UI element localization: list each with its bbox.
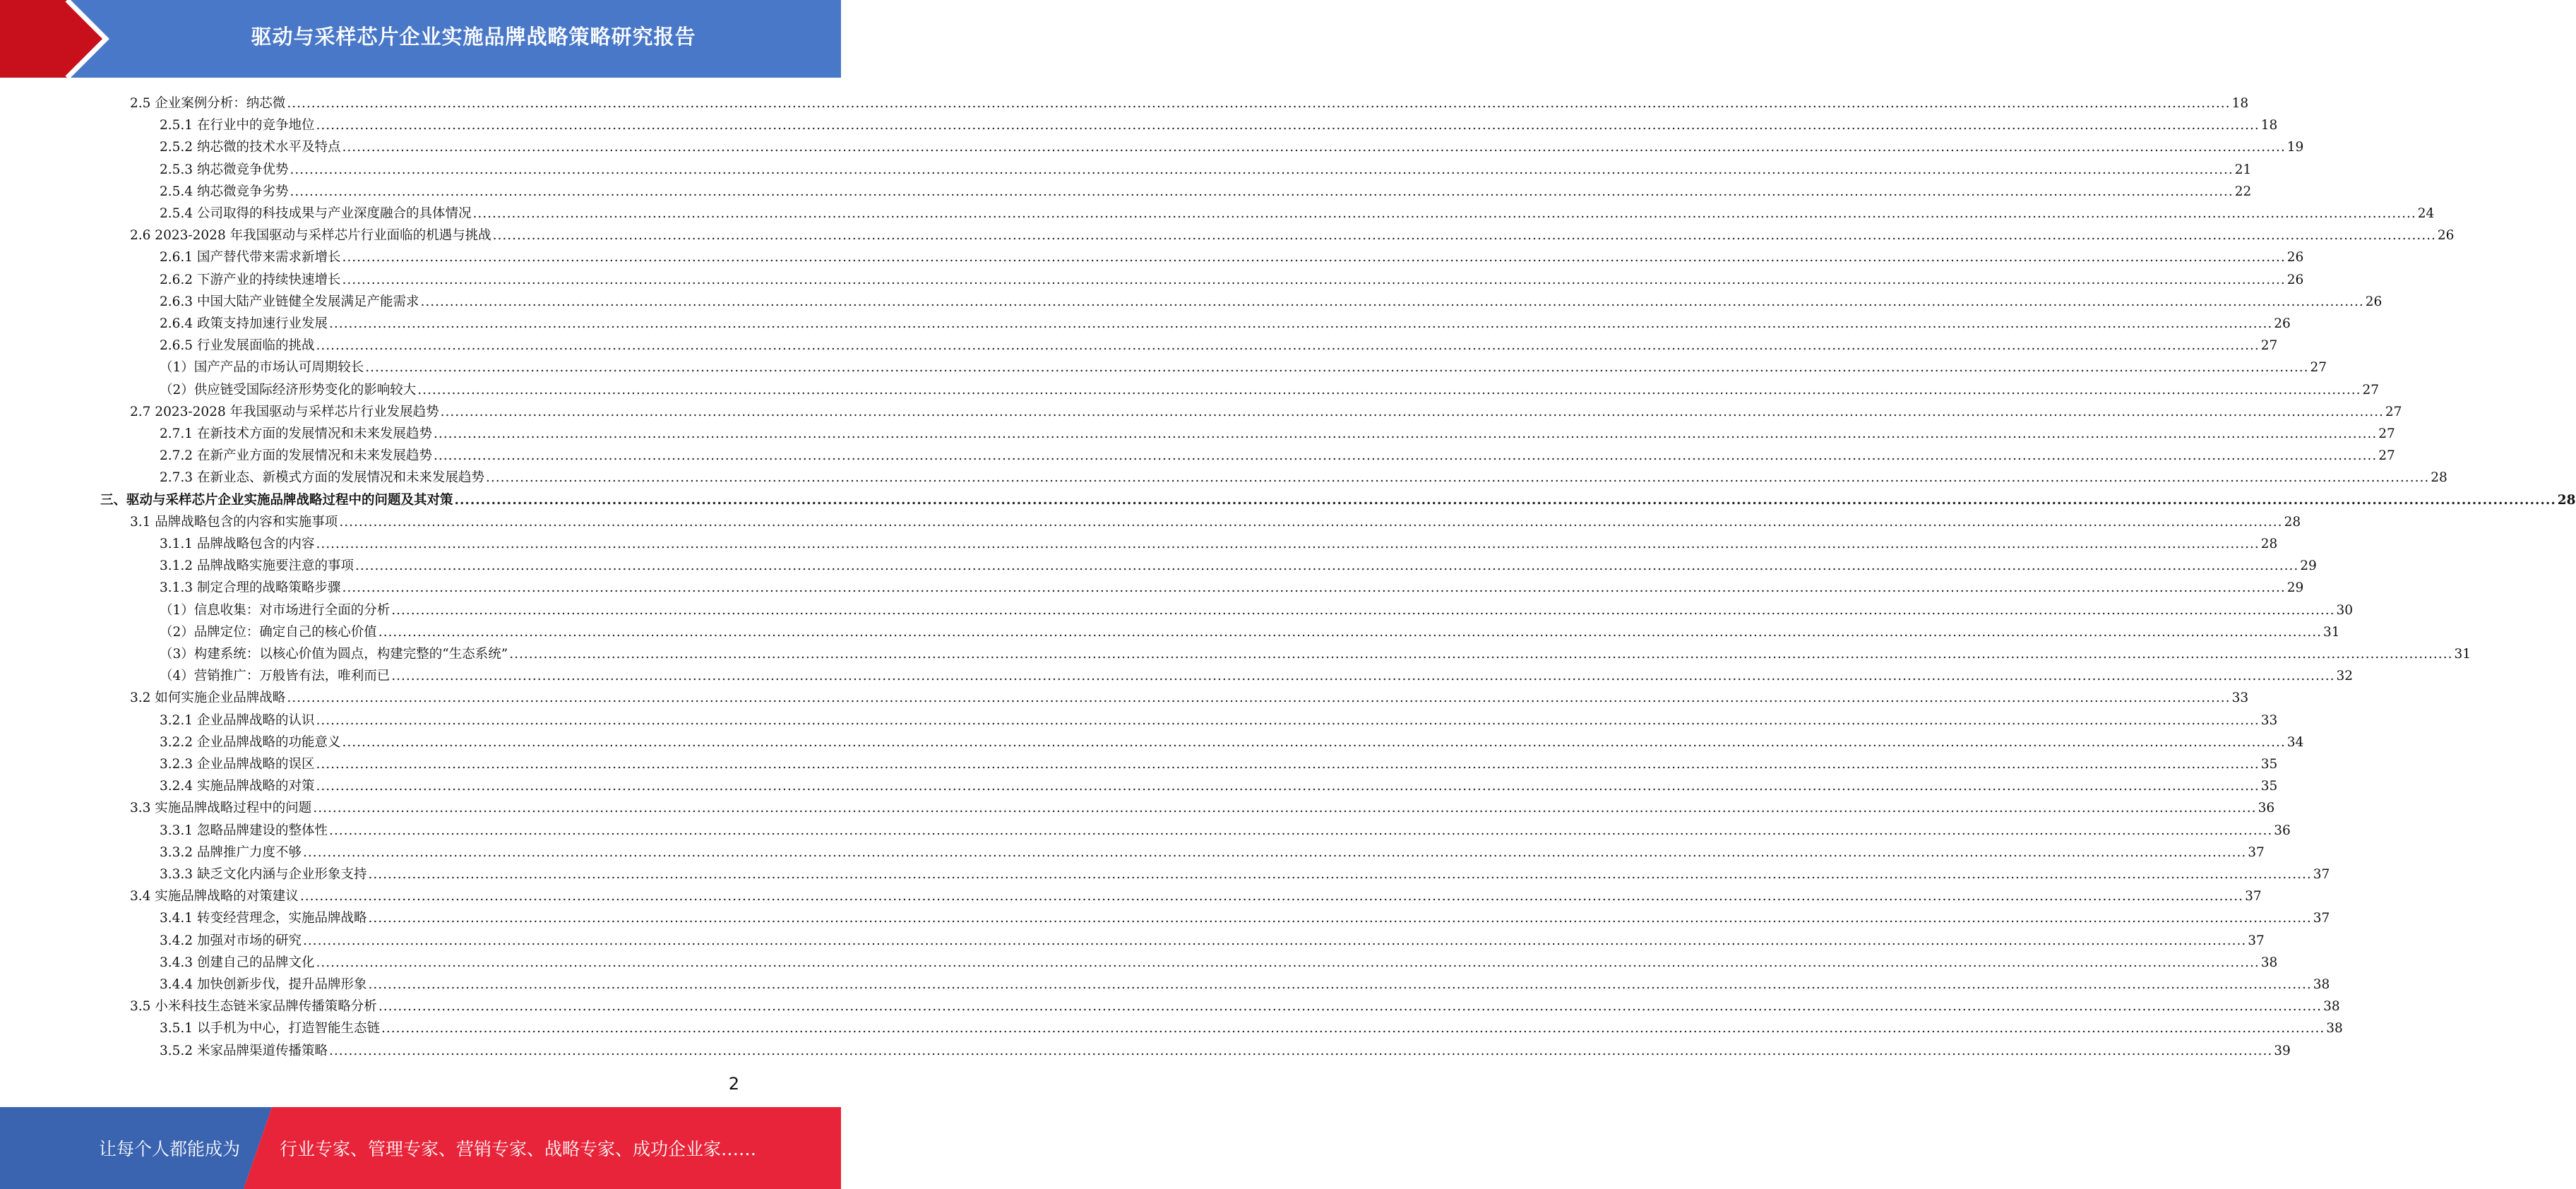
toc-entry-page: 19 — [2286, 140, 2304, 155]
toc-entry-label: 3.1 品牌战略包含的内容和实施事项 — [130, 514, 338, 530]
toc-entry[interactable] — [160, 927, 2265, 949]
toc-dot-leader: ................................................................................................................................................................................................................................................................................................................................................................................................................ — [391, 669, 2335, 684]
toc-entry-page: 38 — [2323, 999, 2340, 1015]
toc-entry-page: 31 — [2323, 624, 2340, 640]
toc-entry-label: 2.5.4 公司取得的科技成果与产业深度融合的具体情况 — [160, 206, 472, 221]
toc-dot-leader: ................................................................................................................................................................................................................................................................................................................................................................................................................ — [342, 250, 2286, 265]
toc-dot-leader: ................................................................................................................................................................................................................................................................................................................................................................................................................ — [302, 933, 2247, 948]
toc-entry[interactable] — [160, 376, 2380, 398]
toc-dot-leader: ................................................................................................................................................................................................................................................................................................................................................................................................................ — [316, 537, 2260, 551]
toc-entry-label: 2.5.1 在行业中的竞争地位 — [160, 118, 315, 133]
toc-entry-page: 21 — [2234, 162, 2252, 177]
toc-dot-leader: ................................................................................................................................................................................................................................................................................................................................................................................................................ — [316, 757, 2260, 772]
toc-entry-label: 3.4.2 加强对市场的研究 — [160, 933, 302, 948]
toc-entry-page: 34 — [2286, 734, 2304, 750]
toc-dot-leader: ................................................................................................................................................................................................................................................................................................................................................................................................................ — [342, 272, 2286, 287]
toc-entry[interactable] — [130, 222, 2455, 244]
toc-entry-page: 27 — [2378, 426, 2395, 441]
toc-entry-page: 26 — [2286, 272, 2304, 287]
toc-entry[interactable] — [160, 574, 2304, 596]
toc-entry-page: 38 — [2313, 977, 2330, 992]
toc-entry-page: 22 — [2234, 184, 2252, 199]
toc-entry[interactable] — [130, 684, 2249, 706]
toc-entry-page: 28 — [2260, 537, 2278, 551]
header-band — [0, 0, 841, 78]
toc-entry-label: 3.1.1 品牌战略包含的内容 — [160, 537, 315, 551]
toc-entry-page: 26 — [2365, 294, 2383, 309]
toc-entry-label: 2.6.1 国产替代带来需求新增长 — [160, 250, 341, 265]
toc-entry[interactable] — [160, 310, 2291, 332]
toc-dot-leader: ................................................................................................................................................................................................................................................................................................................................................................................................................ — [316, 955, 2260, 970]
toc-entry-label: 2.6.4 政策支持加速行业发展 — [160, 316, 328, 331]
toc-entry[interactable] — [160, 861, 2330, 883]
toc-entry[interactable] — [160, 597, 2354, 619]
toc-entry[interactable] — [160, 1015, 2343, 1036]
toc-dot-leader: ................................................................................................................................................................................................................................................................................................................................................................................................................ — [368, 977, 2312, 992]
toc-entry-label: 2.6.3 中国大陆产业链健全发展满足产能需求 — [160, 294, 419, 309]
footer-slogan-right: 行业专家、管理专家、营销专家、战略专家、成功企业家…… — [280, 1139, 757, 1159]
toc-dot-leader: ................................................................................................................................................................................................................................................................................................................................................................................................................ — [433, 426, 2378, 441]
toc-entry[interactable] — [160, 178, 2252, 200]
toc-entry-page: 36 — [2274, 823, 2291, 838]
toc-entry-label: 3.2.1 企业品牌战略的认识 — [160, 712, 315, 728]
toc-dot-leader: ................................................................................................................................................................................................................................................................................................................................................................................................................ — [316, 338, 2260, 354]
toc-entry-page: 37 — [2245, 889, 2262, 904]
toc-entry-label: 3.5 小米科技生态链米家品牌传播策略分析 — [130, 999, 377, 1015]
toc-entry-page: 39 — [2274, 1043, 2291, 1058]
toc-dot-leader: ................................................................................................................................................................................................................................................................................................................................................................................................................ — [342, 580, 2286, 596]
toc-entry-page: 27 — [2385, 404, 2402, 419]
toc-entry[interactable] — [160, 354, 2327, 376]
toc-dot-leader: ................................................................................................................................................................................................................................................................................................................................................................................................................ — [454, 492, 2556, 508]
toc-entry-label: 2.5.4 纳芯微竞争劣势 — [160, 184, 289, 199]
toc-dot-leader: ................................................................................................................................................................................................................................................................................................................................................................................................................ — [328, 823, 2273, 838]
toc-entry-label: （2）品牌定位：确定自己的核心价值 — [160, 624, 377, 640]
toc-dot-leader: ................................................................................................................................................................................................................................................................................................................................................................................................................ — [381, 1021, 2325, 1036]
toc-entry[interactable] — [160, 112, 2278, 133]
toc-dot-leader: ................................................................................................................................................................................................................................................................................................................................................................................................................ — [368, 867, 2312, 882]
toc-entry[interactable] — [130, 794, 2275, 816]
toc-entry-label: 3.4.4 加快创新步伐，提升品牌形象 — [160, 977, 367, 992]
toc-entry[interactable] — [130, 508, 2301, 530]
toc-entry-page: 38 — [2326, 1021, 2343, 1036]
toc-entry-page: 31 — [2454, 647, 2471, 662]
toc-entry-page: 27 — [2260, 338, 2278, 354]
footer-slogan-left: 让每个人都能成为 — [99, 1139, 241, 1159]
toc-entry[interactable] — [160, 420, 2395, 442]
toc-entry-label: 2.7.2 在新产业方面的发展情况和未来发展趋势 — [160, 448, 432, 464]
toc-entry-page: 30 — [2336, 602, 2354, 618]
toc-entry-label: 3.5.2 米家品牌渠道传播策略 — [160, 1043, 328, 1058]
toc-entry[interactable] — [160, 266, 2304, 288]
toc-entry[interactable] — [160, 442, 2395, 464]
toc-dot-leader: ................................................................................................................................................................................................................................................................................................................................................................................................................ — [417, 382, 2361, 398]
toc-entry-page: 33 — [2260, 712, 2278, 728]
toc-entry[interactable] — [160, 817, 2291, 839]
toc-entry-label: 3.2.2 企业品牌战略的功能意义 — [160, 734, 341, 750]
toc-dot-leader: ................................................................................................................................................................................................................................................................................................................................................................................................................ — [287, 96, 2231, 111]
toc-dot-leader: ................................................................................................................................................................................................................................................................................................................................................................................................................ — [342, 734, 2286, 750]
toc-dot-leader: ................................................................................................................................................................................................................................................................................................................................................................................................................ — [290, 162, 2234, 177]
toc-entry[interactable] — [160, 133, 2304, 155]
toc-entry-label: 2.7.1 在新技术方面的发展情况和未来发展趋势 — [160, 426, 432, 441]
toc-entry-page: 37 — [2313, 867, 2330, 882]
toc-dot-leader: ................................................................................................................................................................................................................................................................................................................................................................................................................ — [440, 404, 2384, 419]
toc-entry[interactable] — [130, 883, 2262, 904]
toc-entry-page: 18 — [2260, 118, 2278, 133]
toc-entry-label: 3.4.3 创建自己的品牌文化 — [160, 955, 315, 970]
toc-entry-label: 3.3 实施品牌战略过程中的问题 — [130, 801, 312, 816]
toc-entry-page: 28 — [2284, 514, 2301, 530]
toc-entry-page: 37 — [2248, 933, 2265, 948]
toc-entry-page: 33 — [2231, 691, 2249, 706]
toc-entry-page: 37 — [2313, 911, 2330, 926]
toc-entry-page: 37 — [2248, 844, 2265, 860]
toc-entry[interactable] — [160, 971, 2330, 993]
toc-entry-label: 3.2.4 实施品牌战略的对策 — [160, 779, 315, 794]
toc-entry-label: 2.7 2023-2028 年我国驱动与采样芯片行业发展趋势 — [130, 404, 439, 419]
toc-entry-label: 2.5 企业案例分析：纳芯微 — [130, 96, 286, 111]
toc-dot-leader: ................................................................................................................................................................................................................................................................................................................................................................................................................ — [316, 118, 2260, 133]
toc-dot-leader: ................................................................................................................................................................................................................................................................................................................................................................................................................ — [342, 140, 2286, 155]
chevron-arrow-icon — [0, 0, 113, 78]
footer-band — [0, 1107, 841, 1189]
toc-entry-label: 3.3.2 品牌推广力度不够 — [160, 844, 302, 860]
toc-entry-label: 三、驱动与采样芯片企业实施品牌战略过程中的问题及其对策 — [100, 492, 453, 508]
toc-entry[interactable] — [160, 662, 2354, 684]
page-title: 驱动与采样芯片企业实施品牌战略策略研究报告 — [251, 24, 696, 49]
toc-dot-leader: ................................................................................................................................................................................................................................................................................................................................................................................................................ — [492, 228, 2436, 244]
toc-entry[interactable] — [160, 619, 2340, 640]
toc-entry-label: 3.1.3 制定合理的战略策略步骤 — [160, 580, 341, 596]
toc-entry-page: 26 — [2437, 228, 2455, 244]
toc-entry-label: 3.2.3 企业品牌战略的误区 — [160, 757, 315, 772]
toc-entry-label: 2.6 2023-2028 年我国驱动与采样芯片行业面临的机遇与挑战 — [130, 228, 491, 244]
toc-entry-page: 27 — [2362, 382, 2380, 398]
toc-entry-label: （4）营销推广：万般皆有法，唯利而已 — [160, 669, 390, 684]
toc-entry-label: 3.3.1 忽略品牌建设的整体性 — [160, 823, 328, 838]
toc-entry-page: 32 — [2336, 669, 2354, 684]
toc-entry-label: 3.2 如何实施企业品牌战略 — [130, 691, 286, 706]
toc-entry[interactable] — [130, 993, 2340, 1015]
toc-entry[interactable] — [160, 839, 2265, 861]
toc-entry[interactable] — [160, 1037, 2291, 1059]
toc-entry[interactable] — [160, 332, 2278, 354]
toc-entry-label: 3.4 实施品牌战略的对策建议 — [130, 889, 299, 904]
toc-dot-leader: ................................................................................................................................................................................................................................................................................................................................................................................................................ — [316, 779, 2260, 794]
toc-entry-label: （2）供应链受国际经济形势变化的影响较大 — [160, 382, 417, 398]
toc-entry[interactable] — [130, 398, 2402, 420]
toc-entry[interactable] — [160, 904, 2330, 926]
toc-entry-label: 2.6.5 行业发展面临的挑战 — [160, 338, 315, 354]
toc-dot-leader: ................................................................................................................................................................................................................................................................................................................................................................................................................ — [368, 911, 2312, 926]
toc-dot-leader: ................................................................................................................................................................................................................................................................................................................................................................................................................ — [287, 691, 2231, 706]
toc-entry-page: 28 — [2557, 492, 2576, 508]
toc-entry[interactable] — [160, 464, 2447, 486]
toc-dot-leader: ................................................................................................................................................................................................................................................................................................................................................................................................................ — [339, 514, 2283, 530]
toc-dot-leader: ................................................................................................................................................................................................................................................................................................................................................................................................................ — [485, 470, 2430, 486]
toc-entry-label: 2.6.2 下游产业的持续快速增长 — [160, 272, 341, 287]
toc-entry[interactable] — [100, 486, 2576, 508]
toc-entry-label: （1）国产产品的市场认可周期较长 — [160, 360, 364, 376]
toc-dot-leader: ................................................................................................................................................................................................................................................................................................................................................................................................................ — [433, 448, 2378, 464]
toc-entry-page: 18 — [2231, 96, 2249, 111]
toc-entry-page: 35 — [2260, 757, 2278, 772]
toc-entry-page: 28 — [2431, 470, 2447, 486]
toc-entry-page: 35 — [2260, 779, 2278, 794]
toc-entry-label: 3.3.3 缺乏文化内涵与企业形象支持 — [160, 867, 367, 882]
toc-entry-page: 27 — [2378, 448, 2395, 464]
toc-entry-label: 3.5.1 以手机为中心，打造智能生态链 — [160, 1021, 380, 1036]
toc-entry[interactable] — [160, 244, 2304, 265]
toc-entry-page: 38 — [2260, 955, 2278, 970]
toc-dot-leader: ................................................................................................................................................................................................................................................................................................................................................................................................................ — [509, 647, 2453, 662]
toc-dot-leader: ................................................................................................................................................................................................................................................................................................................................................................................................................ — [290, 184, 2234, 199]
toc-entry-label: 2.5.3 纳芯微竞争优势 — [160, 162, 289, 177]
toc-entry-page: 36 — [2258, 801, 2275, 816]
toc-entry[interactable] — [160, 751, 2278, 772]
toc-entry[interactable] — [130, 90, 2249, 112]
toc-entry[interactable] — [160, 772, 2278, 794]
toc-entry-page: 27 — [2310, 360, 2327, 376]
toc-entry-label: 3.4.1 转变经营理念，实施品牌战略 — [160, 911, 367, 926]
toc-entry[interactable] — [160, 707, 2278, 729]
toc-entry-page: 29 — [2300, 558, 2317, 574]
toc-dot-leader: ................................................................................................................................................................................................................................................................................................................................................................................................................ — [378, 999, 2322, 1015]
toc-dot-leader: ................................................................................................................................................................................................................................................................................................................................................................................................................ — [378, 624, 2322, 640]
toc-entry-page: 26 — [2274, 316, 2291, 331]
toc-dot-leader: ................................................................................................................................................................................................................................................................................................................................................................................................................ — [391, 602, 2335, 618]
toc-dot-leader: ................................................................................................................................................................................................................................................................................................................................................................................................................ — [365, 360, 2309, 376]
toc-entry[interactable] — [160, 288, 2383, 310]
toc-entry[interactable] — [160, 530, 2278, 552]
toc-dot-leader: ................................................................................................................................................................................................................................................................................................................................................................................................................ — [299, 889, 2244, 904]
toc-dot-leader: ................................................................................................................................................................................................................................................................................................................................................................................................................ — [328, 316, 2273, 331]
toc-entry-label: 2.7.3 在新业态、新模式方面的发展情况和未来发展趋势 — [160, 470, 484, 486]
toc-entry[interactable] — [160, 949, 2278, 971]
toc-entry-page: 26 — [2286, 250, 2304, 265]
toc-dot-leader: ................................................................................................................................................................................................................................................................................................................................................................................................................ — [328, 1043, 2273, 1058]
toc-entry[interactable] — [160, 200, 2435, 222]
toc-entry-label: （3）构建系统：以核心价值为圆点，构建完整的“生态系统” — [160, 647, 508, 662]
toc-entry-page: 24 — [2417, 206, 2435, 221]
toc-entry[interactable] — [160, 156, 2252, 178]
toc-entry-label: 2.5.2 纳芯微的技术水平及特点 — [160, 140, 341, 155]
toc-dot-leader: ................................................................................................................................................................................................................................................................................................................................................................................................................ — [313, 801, 2257, 816]
toc-dot-leader: ................................................................................................................................................................................................................................................................................................................................................................................................................ — [472, 206, 2416, 221]
toc-dot-leader: ................................................................................................................................................................................................................................................................................................................................................................................................................ — [302, 844, 2247, 860]
page-number: 2 — [728, 1074, 739, 1094]
toc-entry[interactable] — [160, 552, 2317, 574]
toc-dot-leader: ................................................................................................................................................................................................................................................................................................................................................................................................................ — [354, 558, 2299, 574]
toc-dot-leader: ................................................................................................................................................................................................................................................................................................................................................................................................................ — [420, 294, 2364, 309]
toc-dot-leader: ................................................................................................................................................................................................................................................................................................................................................................................................................ — [316, 712, 2260, 728]
toc-entry[interactable] — [160, 640, 2471, 662]
toc-entry[interactable] — [160, 729, 2304, 751]
toc-entry-label: 3.1.2 品牌战略实施要注意的事项 — [160, 558, 354, 574]
toc-entry-label: （1）信息收集：对市场进行全面的分析 — [160, 602, 390, 618]
toc-entry-page: 29 — [2286, 580, 2304, 596]
